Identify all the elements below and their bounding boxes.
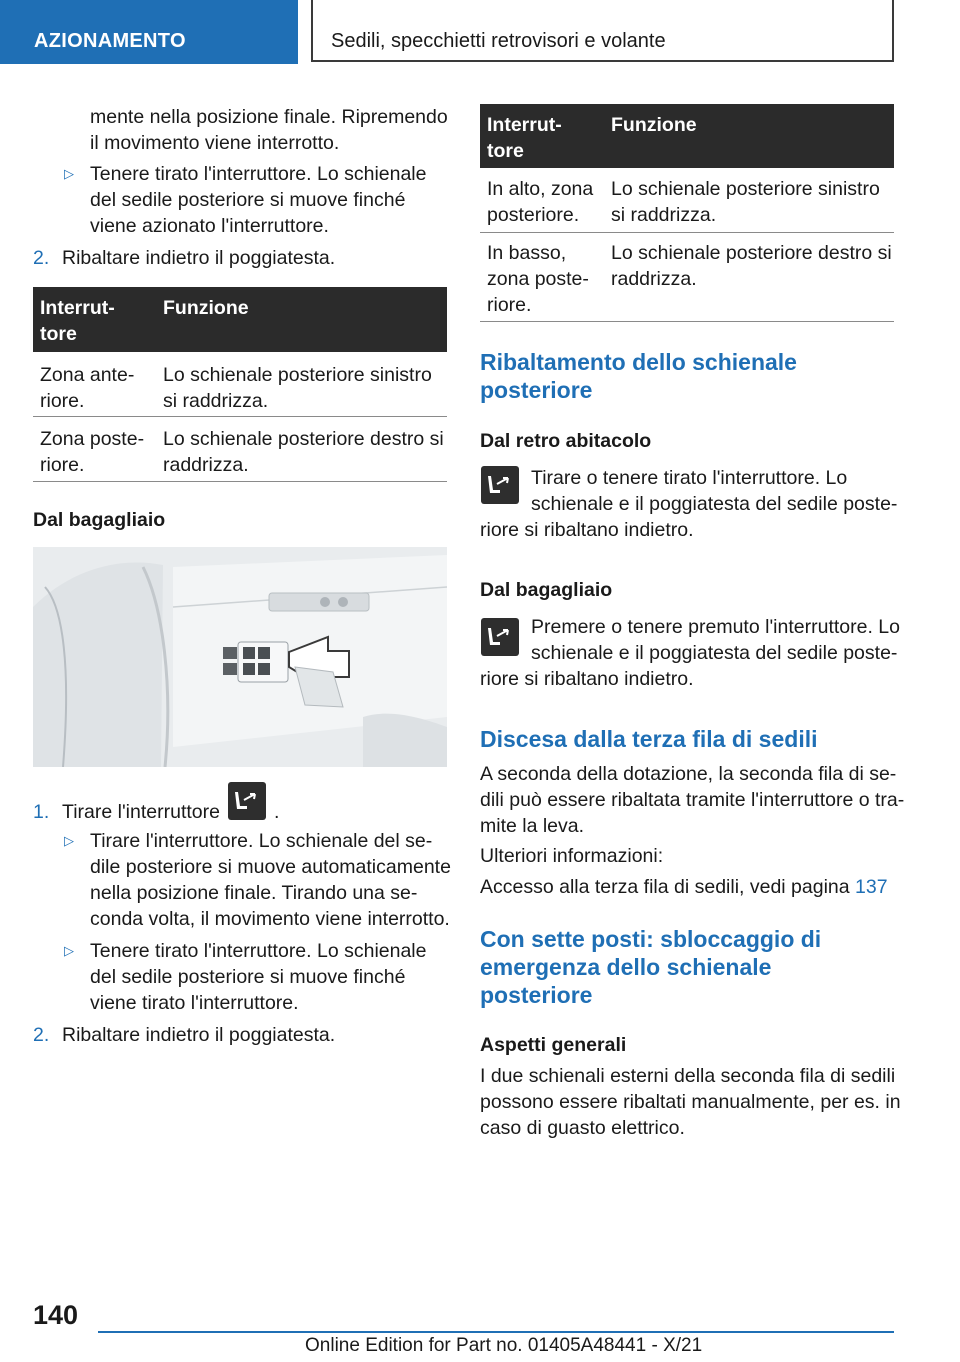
body-text: A seconda della dotazione, la seconda fila di se- dili può essere ribaltata tramite l'interruttore o tra- mite la leva.: [480, 763, 905, 837]
step-text: Tirare l'interruttore: [62, 801, 220, 823]
table-cell: Zona ante- riore.: [40, 364, 135, 412]
step-text: Ribaltare indietro il poggiatesta.: [62, 1024, 336, 1046]
table-cell: Lo schienale posteriore sinistro si raddrizza.: [611, 178, 880, 226]
table-cell: In alto, zona posteriore.: [487, 178, 594, 226]
step-text-end: .: [274, 801, 280, 823]
step-text: Ribaltare indietro il poggiatesta.: [62, 247, 336, 269]
section-title: AZIONAMENTO: [34, 30, 186, 52]
section-heading: Con sette posti: sbloccaggio di emergenza dello schienale posteriore: [480, 926, 822, 1008]
trunk-switch-illustration: [33, 547, 447, 767]
seat-switch-icon: [481, 618, 519, 656]
table-cell: Lo schienale posteriore destro si raddrizza.: [611, 242, 892, 290]
section-tab: [0, 0, 298, 64]
table-rule: [33, 416, 447, 417]
header-function: Funzione: [611, 114, 697, 136]
table-cell: Zona poste- riore.: [40, 428, 145, 476]
body-text: Ulteriori informazioni:: [480, 845, 664, 867]
step-number: 1.: [33, 801, 50, 823]
chapter-title: Sedili, specchietti retrovisori e volante: [331, 30, 666, 52]
continued-text: mente nella posizione finale. Ripremendo il movimento viene interrotto.: [90, 106, 448, 154]
chapter-tab: [311, 0, 894, 62]
step-number: 2.: [33, 247, 50, 269]
instruction-text: Tirare o tenere tirato l'interruttore. Lo schienale e il poggiatesta del sedile poste-: [531, 467, 898, 515]
header-switch: Interrut- tore: [40, 297, 115, 345]
table-cell: Lo schienale posteriore sinistro si raddrizza.: [163, 364, 432, 412]
instruction-text-cont: riore si ribaltano indietro.: [480, 519, 694, 541]
bullet-text: Tenere tirato l'interruttore. Lo schienale del sedile posteriore si muove finché viene azionato l'interruttore.: [90, 163, 427, 237]
footer-rule: [98, 1331, 894, 1333]
bullet-triangle-icon: ▷: [64, 166, 74, 181]
page-link[interactable]: 137: [855, 876, 888, 898]
body-text: I due schienali esterni della seconda fila di sedili possono essere ribaltati manualmente, per es. in caso di guasto elettrico.: [480, 1065, 901, 1139]
instruction-text-cont: riore si ribaltano indietro.: [480, 668, 694, 690]
bullet-text: Tenere tirato l'interruttore. Lo schienale del sedile posteriore si muove finché viene tirato l'interruttore.: [90, 940, 427, 1014]
edition-note: Online Edition for Part no. 01405A48441 - X/21: [305, 1335, 703, 1356]
cross-reference: Accesso alla terza fila di sedili, vedi pagina 137: [480, 876, 888, 898]
subheading: Dal retro abitacolo: [480, 430, 652, 452]
bullet-triangle-icon: ▷: [64, 833, 74, 848]
subheading: Dal bagagliaio: [480, 579, 613, 601]
header-function: Funzione: [163, 297, 249, 319]
page-number: 140: [33, 1300, 79, 1330]
table-rule: [33, 481, 447, 482]
subheading: Dal bagagliaio: [33, 509, 166, 531]
bullet-triangle-icon: ▷: [64, 943, 74, 958]
table-cell: Lo schienale posteriore destro si raddrizza.: [163, 428, 444, 476]
header-switch: Interrut- tore: [487, 114, 562, 162]
table-rule: [480, 321, 894, 322]
seat-switch-icon: [481, 466, 519, 504]
step-number: 2.: [33, 1024, 50, 1046]
bullet-text: Tirare l'interruttore. Lo schienale del se- dile posteriore si muove automaticamente nella posizione finale. Tirando una se- conda volta, il movimento viene interrotto.: [90, 830, 451, 930]
table-rule: [480, 232, 894, 233]
section-heading: Discesa dalla terza fila di sedili: [480, 726, 818, 752]
switch-function-table: [33, 287, 447, 483]
subheading: Aspetti generali: [480, 1034, 627, 1056]
section-heading: Ribaltamento dello schienale posteriore: [480, 349, 797, 403]
table-cell: In basso, zona poste- riore.: [487, 242, 589, 316]
seat-switch-icon: [228, 782, 266, 820]
switch-function-table: [480, 104, 894, 324]
instruction-text: Premere o tenere premuto l'interruttore. Lo schienale e il poggiatesta del sedile poste-: [531, 616, 900, 664]
